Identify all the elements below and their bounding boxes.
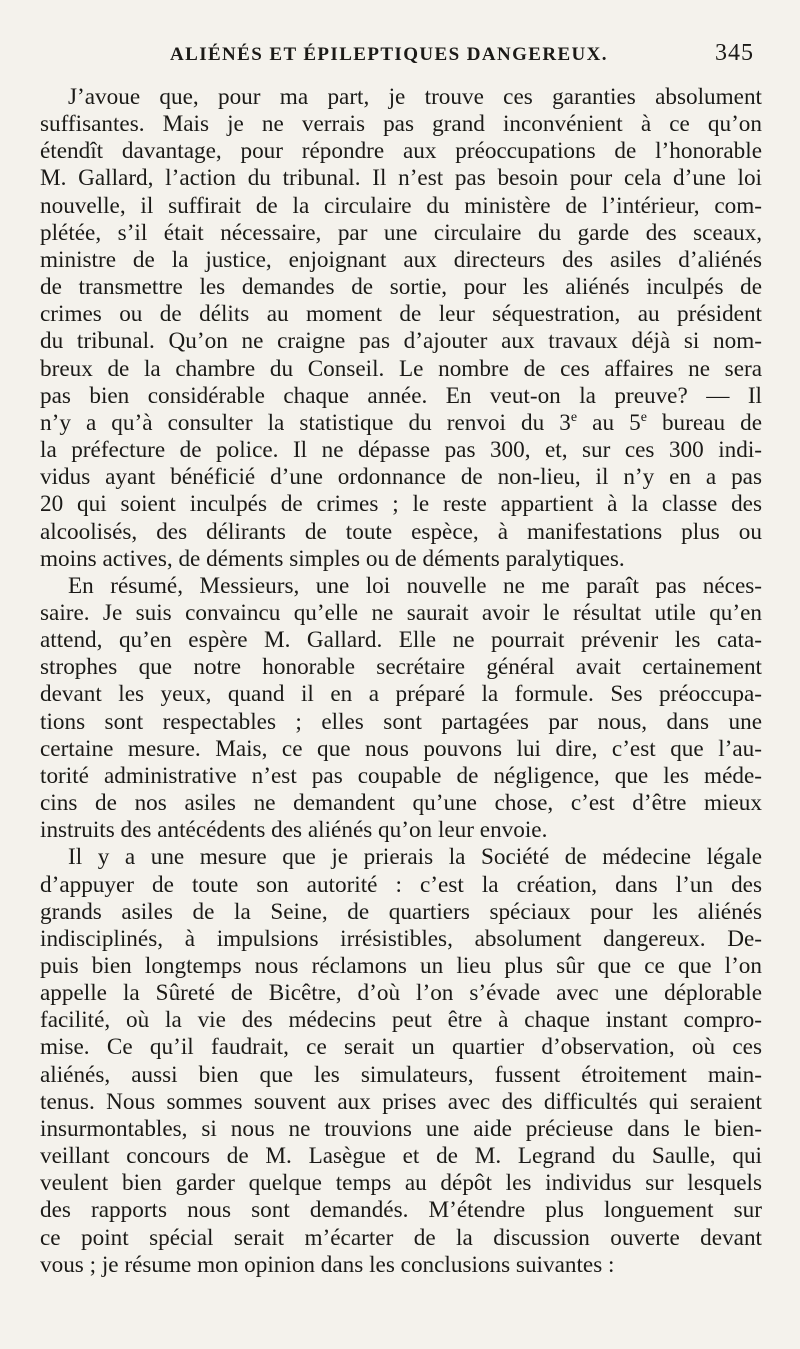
- text-line: torité administrative n’est pas coupable de négligence, que les méde-: [40, 762, 762, 789]
- paragraph-2: [40, 573, 762, 845]
- text-line: M. Gallard, l’action du tribunal. Il n’est pas besoin pour cela d’une loi: [40, 165, 762, 192]
- running-head: [40, 38, 762, 78]
- text-line: strophes que notre honorable secrétaire général avait certainement: [40, 654, 762, 681]
- text-line: breux de la chambre du Conseil. Le nombre de ces affaires ne sera: [40, 355, 762, 382]
- text-line: saire. Je suis convaincu qu’elle ne saurait avoir le résultat utile qu’en: [40, 599, 762, 626]
- text-line: aliénés, aussi bien que les simulateurs, fussent étroitement main-: [40, 1061, 762, 1088]
- text-line: veulent bien garder quelque temps au dépôt les individus sur lesquels: [40, 1170, 762, 1197]
- text-line: mise. Ce qu’il faudrait, ce serait un quartier d’observation, où ces: [40, 1034, 762, 1061]
- text-segment: au 5: [577, 409, 641, 436]
- superscript: e: [640, 409, 647, 425]
- text-line: ce point spécial serait m’écarter de la discussion ouverte devant: [40, 1224, 762, 1251]
- text-line: moins actives, de déments simples ou de déments paralytiques.: [40, 545, 625, 572]
- text-line: veillant concours de M. Lasègue et de M. Legrand du Saulle, qui: [40, 1143, 762, 1170]
- text-line: puis bien longtemps nous réclamons un lieu plus sûr que ce que l’on: [40, 953, 762, 979]
- running-title: ALIÉNÉS ET ÉPILEPTIQUES DANGEREUX.: [170, 44, 608, 65]
- text-line: nouvelle, il suffirait de la circulaire du ministère de l’intérieur, com-: [40, 192, 762, 219]
- page-number: 345: [715, 40, 754, 66]
- text-line: attend, qu’en espère M. Gallard. Elle ne pourrait prévenir les cata-: [40, 627, 762, 654]
- text-line: du tribunal. Qu’on ne craigne pas d’ajouter aux travaux déjà si nom-: [40, 328, 762, 355]
- text-line: alcoolisés, des délirants de toute espèce, à manifestations plus ou: [40, 518, 762, 545]
- text-line: suffisantes. Mais je ne verrais pas grand inconvénient à ce qu’on: [40, 111, 762, 138]
- text-line: la préfecture de police. Il ne dépasse pas 300, et, sur ces 300 indi-: [40, 437, 762, 464]
- text-line: insurmontables, si nous ne trouvions une aide précieuse dans le bien-: [40, 1115, 762, 1142]
- paragraph-1: [40, 84, 762, 573]
- text-segment: n’y a qu’à consulter la statistique du renvoi du 3: [40, 409, 571, 436]
- text-line: étendît davantage, pour répondre aux préoccupations de l’honorable: [40, 138, 762, 165]
- text-line: certaine mesure. Mais, ce que nous pouvons lui dire, c’est que l’au-: [40, 735, 762, 762]
- text-line: En résumé, Messieurs, une loi nouvelle ne me paraît pas néces-: [68, 572, 762, 599]
- text-line: cins de nos asiles ne demandent qu’une chose, c’est d’être mieux: [40, 790, 762, 817]
- text-line: tenus. Nous sommes souvent aux prises avec des difficultés qui seraient: [40, 1088, 762, 1115]
- text-line: grands asiles de la Seine, de quartiers spéciaux pour les aliénés: [40, 898, 762, 925]
- text-line: tions sont respectables ; elles sont partagées par nous, dans une: [40, 708, 762, 735]
- text-line: devant les yeux, quand il en a préparé la formule. Ses préoccupa-: [40, 681, 762, 708]
- text-line: facilité, où la vie des médecins peut être à chaque instant compro-: [40, 1007, 762, 1034]
- text-segment: bureau de: [646, 409, 762, 436]
- text-line: de transmettre les demandes de sortie, pour les aliénés inculpés de: [40, 274, 762, 301]
- paragraph-3: [40, 844, 762, 1279]
- text-line: indisciplinés, à impulsions irrésistibles, absolument dangereux. De-: [40, 925, 762, 952]
- text-line: J’avoue que, pour ma part, je trouve ces garanties absolument: [68, 84, 762, 110]
- text-line: instruits des antécédents des aliénés qu’on leur envoie.: [40, 817, 548, 844]
- text-line: ministre de la justice, enjoignant aux directeurs des asiles d’aliénés: [40, 246, 762, 273]
- text-line: vous ; je résume mon opinion dans les conclusions suivantes :: [40, 1251, 615, 1278]
- text-line: des rapports nous sont demandés. M’étendre plus longuement sur: [40, 1197, 762, 1224]
- text-line: Il y a une mesure que je prierais la Société de médecine légale: [68, 844, 762, 871]
- body-text: [40, 84, 762, 1279]
- text-line: d’appuyer de toute son autorité : c’est la création, dans l’un des: [40, 871, 762, 898]
- text-line: plétée, s’il était nécessaire, par une circulaire du garde des sceaux,: [40, 219, 762, 246]
- text-line-with-superscripts: [40, 410, 762, 437]
- text-line: vidus ayant bénéficié d’une ordonnance de non-lieu, il n’y en a pas: [40, 464, 762, 491]
- text-line: crimes ou de délits au moment de leur séquestration, au président: [40, 301, 762, 328]
- superscript: e: [570, 409, 578, 425]
- text-line: 20 qui soient inculpés de crimes ; le reste appartient à la classe des: [40, 491, 762, 518]
- text-line: pas bien considérable chaque année. En veut-on la preuve? — Il: [40, 382, 762, 409]
- text-line: appelle la Sûreté de Bicêtre, d’où l’on s’évade avec une déplorable: [40, 980, 762, 1007]
